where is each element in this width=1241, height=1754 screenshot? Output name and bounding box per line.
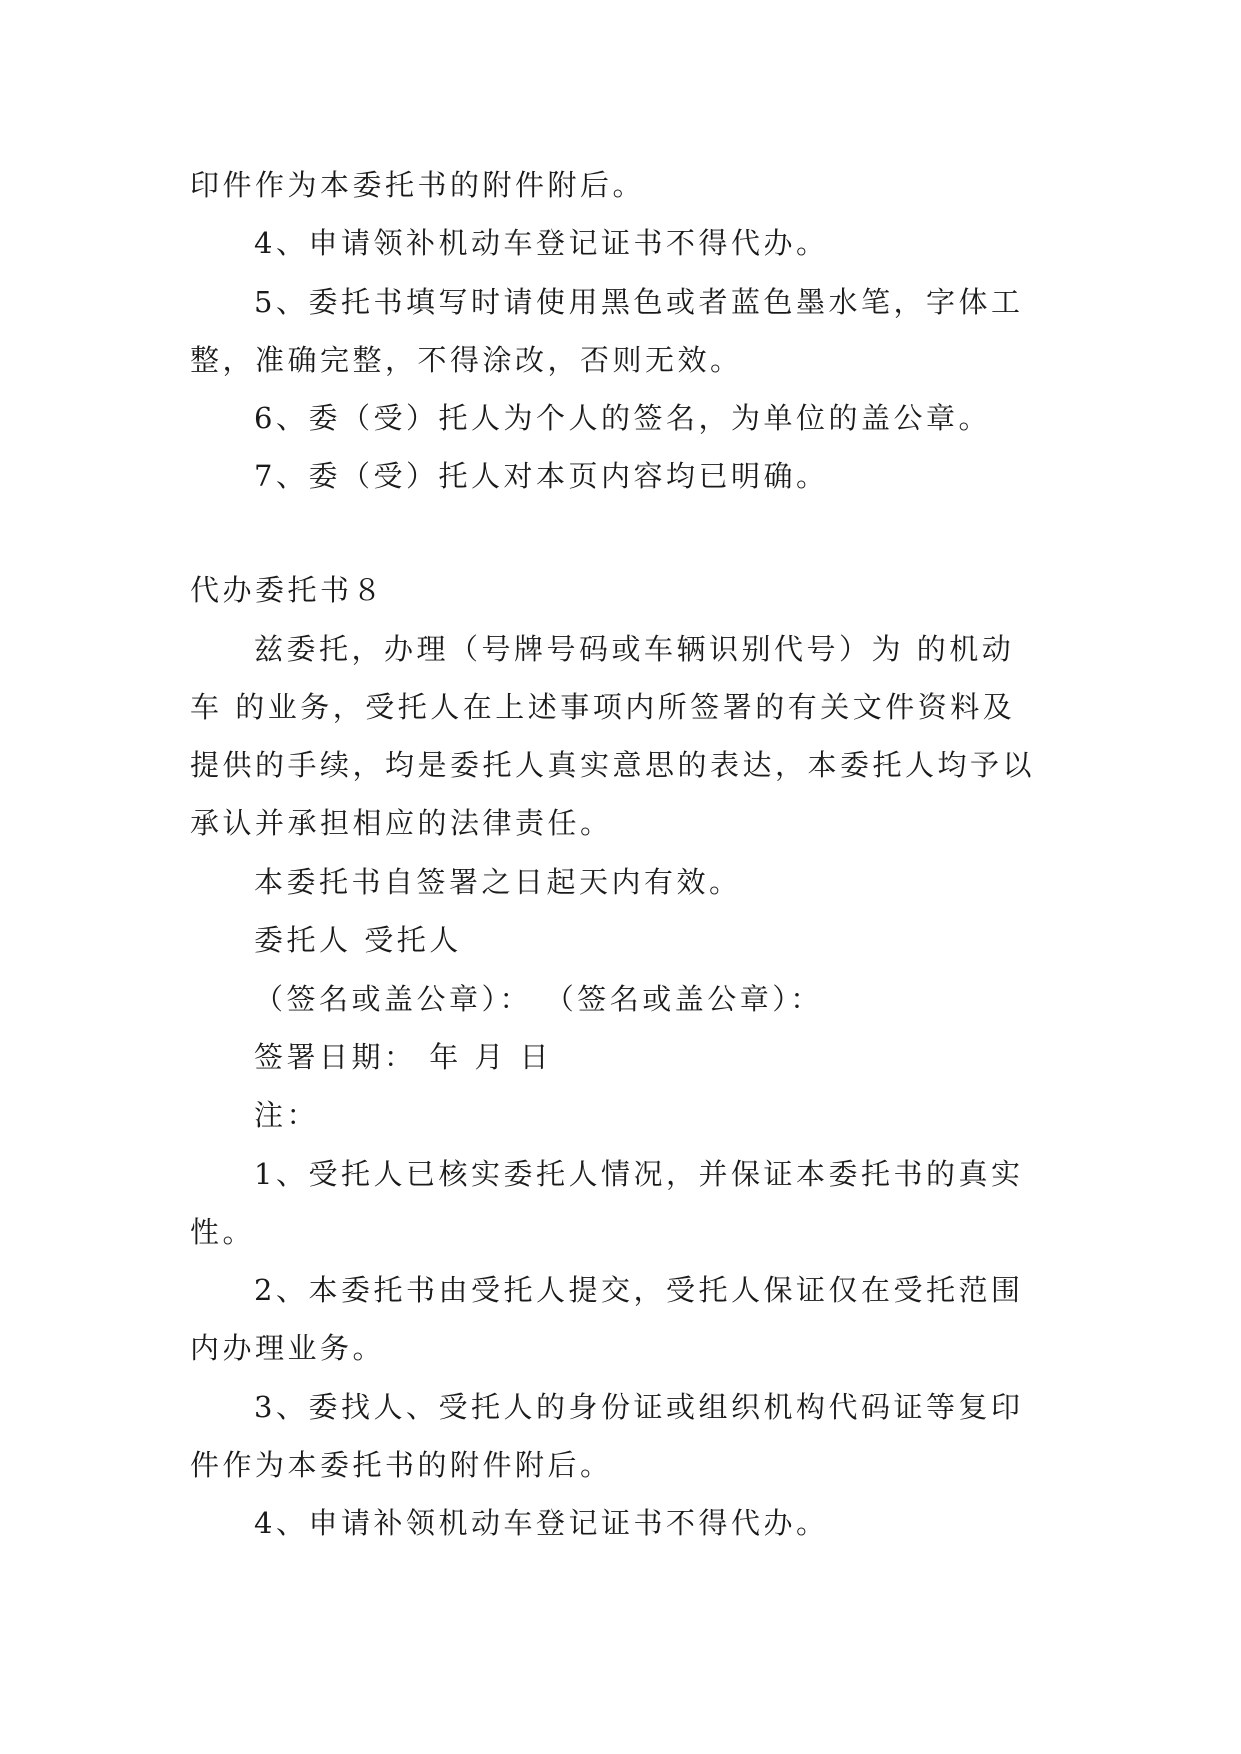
note-line: 内办理业务。 bbox=[190, 1331, 386, 1365]
paragraph-line: 承认并承担相应的法律责任。 bbox=[190, 806, 613, 840]
paragraph-line: 车 的业务，受托人在上述事项内所签署的有关文件资料及 bbox=[190, 690, 1016, 724]
note-line: 3、委找人、受托人的身份证或组织机构代码证等复印 bbox=[254, 1390, 1024, 1424]
note-heading: 注： bbox=[254, 1098, 320, 1132]
paragraph-line: 整，准确完整，不得涂改，否则无效。 bbox=[190, 343, 743, 377]
note-line: 件作为本委托书的附件附后。 bbox=[190, 1448, 613, 1482]
paragraph-line: 5、委托书填写时请使用黑色或者蓝色墨水笔，字体工 bbox=[254, 285, 1024, 319]
paragraph-line: 提供的手续，均是委托人真实意思的表达，本委托人均予以 bbox=[190, 748, 1036, 782]
paragraph-line: 印件作为本委托书的附件附后。 bbox=[190, 168, 646, 202]
paragraph-line: 兹委托，办理（号牌号码或车辆识别代号）为 的机动 bbox=[254, 632, 1015, 666]
paragraph-line: 7、委（受）托人对本页内容均已明确。 bbox=[254, 459, 829, 493]
paragraph-line: 6、委（受）托人为个人的签名，为单位的盖公章。 bbox=[254, 401, 991, 435]
signatory-line: 委托人 受托人 bbox=[254, 923, 462, 957]
note-line: 4、申请补领机动车登记证书不得代办。 bbox=[254, 1506, 829, 1540]
note-line: 性。 bbox=[190, 1215, 256, 1249]
date-line: 签署日期： 年 月 日 bbox=[254, 1040, 553, 1074]
paragraph-line: 本委托书自签署之日起天内有效。 bbox=[254, 865, 742, 899]
signature-line: （签名或盖公章）： （签名或盖公章）： bbox=[254, 982, 823, 1016]
paragraph-line: 4、申请领补机动车登记证书不得代办。 bbox=[254, 226, 829, 260]
note-line: 2、本委托书由受托人提交，受托人保证仅在受托范围 bbox=[254, 1273, 1024, 1307]
section-title: 代办委托书８ bbox=[190, 573, 386, 607]
note-line: 1、受托人已核实委托人情况，并保证本委托书的真实 bbox=[254, 1157, 1024, 1191]
